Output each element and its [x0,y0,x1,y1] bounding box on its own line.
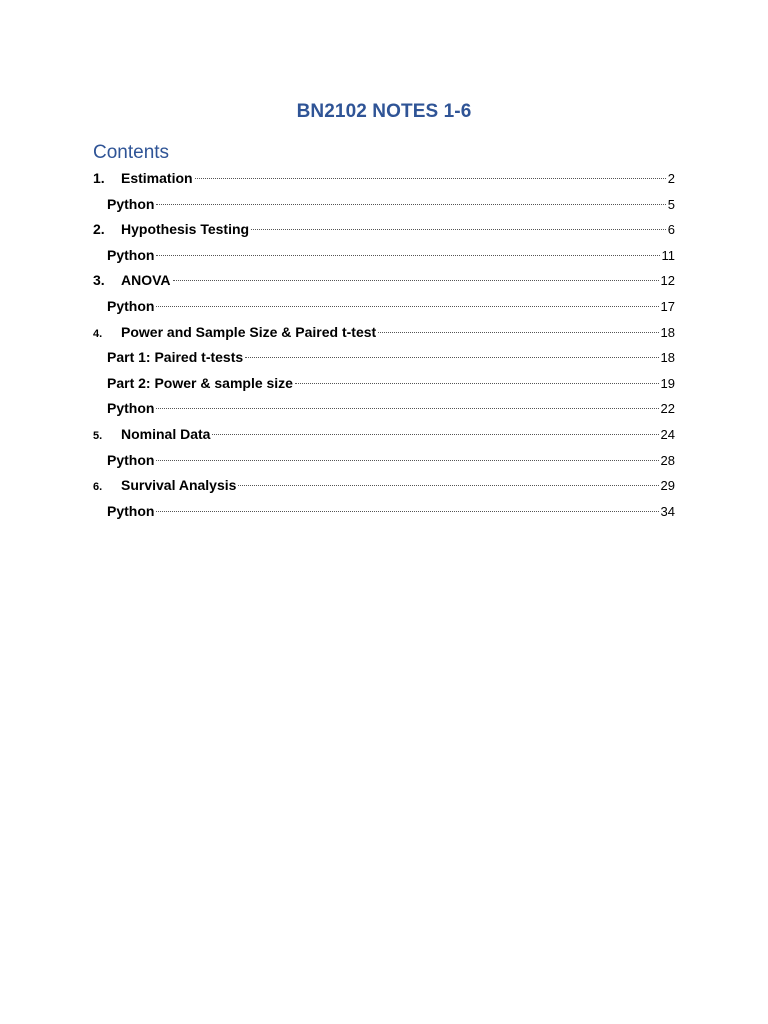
dot-leader [156,460,658,461]
dot-leader [295,383,659,384]
contents-heading: Contents [93,142,170,163]
toc-entry-number: 6. [93,481,103,494]
toc-entry-title: Python [107,502,155,519]
toc-entry-part1-paired-t-tests[interactable] [93,345,675,371]
toc-entry-page: 17 [660,298,675,314]
dot-leader [156,408,658,409]
toc-entry-number: 3. [93,272,105,289]
toc-entry-page: 12 [660,273,675,289]
toc-entry-title: ANOVA [121,272,171,289]
toc-entry-number: 4. [93,327,103,340]
toc-entry-survival-analysis[interactable] [93,473,675,499]
dot-leader [378,332,658,333]
toc-entry-nominal-data[interactable] [93,422,675,448]
dot-leader [156,511,658,512]
toc-entry-title: Python [107,400,155,417]
dot-leader [245,357,658,358]
dot-leader [238,485,658,486]
toc-entry-page: 6 [667,222,675,238]
toc-entry-page: 19 [660,375,675,391]
toc-entry-hypothesis-testing[interactable] [93,217,675,243]
toc-entry-title: Python [107,451,155,468]
dot-leader [251,229,666,230]
toc-entry-page: 18 [660,350,675,366]
toc-entry-python-power[interactable] [93,396,675,422]
toc-entry-title: Part 1: Paired t-tests [107,349,244,366]
toc-entry-title: Nominal Data [121,425,211,442]
toc-entry-anova[interactable] [93,268,675,294]
toc-entry-page: 2 [667,171,675,186]
dot-leader [173,280,659,281]
toc-entry-python-nominal[interactable] [93,448,675,474]
toc-entry-python-anova[interactable] [93,294,675,320]
table-of-contents [93,166,675,524]
toc-entry-estimation[interactable] [93,166,675,192]
toc-entry-title: Power and Sample Size & Paired t-test [121,323,377,340]
dot-leader [156,204,665,205]
toc-entry-number: 1. [93,170,105,186]
toc-entry-title: Survival Analysis [121,477,237,494]
toc-entry-part2-power-sample-size[interactable] [93,371,675,397]
toc-entry-title: Part 2: Power & sample size [107,374,293,391]
toc-entry-number: 2. [93,221,105,238]
toc-entry-page: 34 [660,503,675,519]
toc-entry-title: Python [107,246,155,263]
toc-entry-page: 18 [660,324,675,340]
toc-entry-title: Python [107,195,155,212]
toc-entry-page: 24 [660,426,675,442]
dot-leader [195,178,666,179]
toc-entry-python-estimation[interactable] [93,192,675,218]
toc-entry-number: 5. [93,429,103,442]
dot-leader [156,306,658,307]
toc-entry-page: 28 [660,452,675,468]
toc-entry-title: Estimation [121,170,193,186]
dot-leader [156,255,659,256]
toc-entry-power-sample-size[interactable] [93,320,675,346]
toc-entry-python-hypothesis[interactable] [93,243,675,269]
toc-entry-page: 5 [667,196,675,212]
dot-leader [212,434,658,435]
toc-entry-title: Python [107,297,155,314]
toc-entry-title: Hypothesis Testing [121,221,250,238]
toc-entry-page: 22 [660,401,675,417]
toc-entry-python-survival[interactable] [93,499,675,525]
toc-entry-page: 29 [660,478,675,494]
toc-entry-page: 11 [661,247,675,263]
document-title: BN2102 NOTES 1-6 [296,101,472,122]
